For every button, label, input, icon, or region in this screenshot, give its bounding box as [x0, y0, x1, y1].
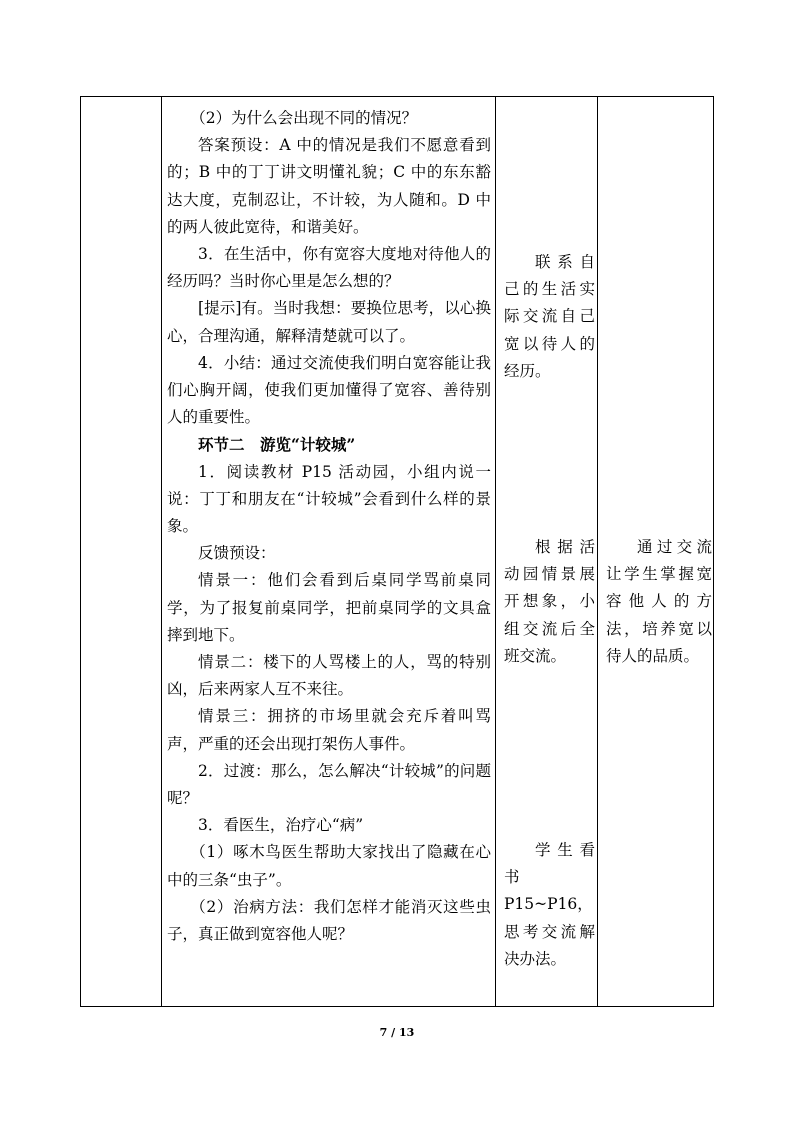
student-activity-text: 思考交流解决办法。 [504, 922, 595, 968]
student-activity-text: 学生看书 [504, 841, 595, 887]
scenario-text: 情景三：拥挤的市场里就会充斥着叫骂声，严重的还会出现打架伤人事件。 [167, 707, 491, 753]
question-text: 3．在生活中，你有宽容大度地对待他人的经历吗？当时你心里是怎么想的？ [167, 245, 491, 291]
step-heading: 3．看医生，治疗心“病” [198, 816, 364, 835]
step-text: （1）啄木鸟医生帮助大家找出了隐藏在心中的三条“虫子”。 [167, 843, 491, 889]
scenario-text: 情景二：楼下的人骂楼上的人，骂的特别凶，后来两家人互不来往。 [167, 653, 491, 699]
design-intent-column [598, 97, 714, 1006]
answer-preset: 答案预设：A 中的情况是我们不愿意看到的；B 中的丁丁讲文明懂礼貌；C 中的东东豁达大度，克制忍让，不计较，为人随和。D 中的两人彼此宽待，和谐美好。 [167, 136, 491, 236]
label-column [81, 97, 161, 1006]
section-heading: 环节二 游览“计较城” [198, 435, 356, 455]
student-activity-column [496, 97, 597, 1006]
page-number: 7 / 13 [379, 1026, 415, 1039]
feedback-label: 反馈预设： [198, 544, 276, 563]
design-intent-block [606, 534, 712, 670]
scenario-text: 情景一：他们会看到后桌同学骂前桌同学，为了报复前桌同学，把前桌同学的文具盒摔到地下。 [167, 571, 491, 644]
activity-text: 1．阅读教材 P15 活动园，小组内说一说：丁丁和朋友在“计较城”会看到什么样的景象。 [167, 462, 491, 536]
teaching-process-column [162, 97, 495, 1006]
student-activity-text: 联系自己的生活实际交流自己宽以待人的经历。 [504, 253, 595, 380]
design-intent-text: 通过交流让学生掌握宽容他人的方法，培养宽以待人的品质。 [606, 538, 712, 665]
student-activity-block [504, 534, 595, 670]
lesson-table [80, 96, 714, 1007]
question-text: （2）为什么会出现不同的情况？ [190, 109, 418, 127]
student-activity-text: 根据活动园情景展开想象，小组交流后全班交流。 [504, 538, 595, 665]
step-text: （2）治病方法：我们怎样才能消灭这些虫子，真正做到宽容他人呢？ [167, 897, 491, 944]
summary-text: 4．小结：通过交流使我们明白宽容能让我们心胸开阔，使我们更加懂得了宽容、善待别人的重要性。 [167, 353, 491, 427]
student-activity-block [504, 837, 595, 973]
transition-text: 2．过渡：那么，怎么解决“计较城”的问题呢？ [167, 761, 491, 808]
student-activity-block [504, 249, 595, 385]
student-activity-text: P15~P16， [504, 895, 593, 914]
hint-text: [提示]有。当时我想：要换位思考，以心换心，合理沟通，解释清楚就可以了。 [167, 299, 491, 345]
